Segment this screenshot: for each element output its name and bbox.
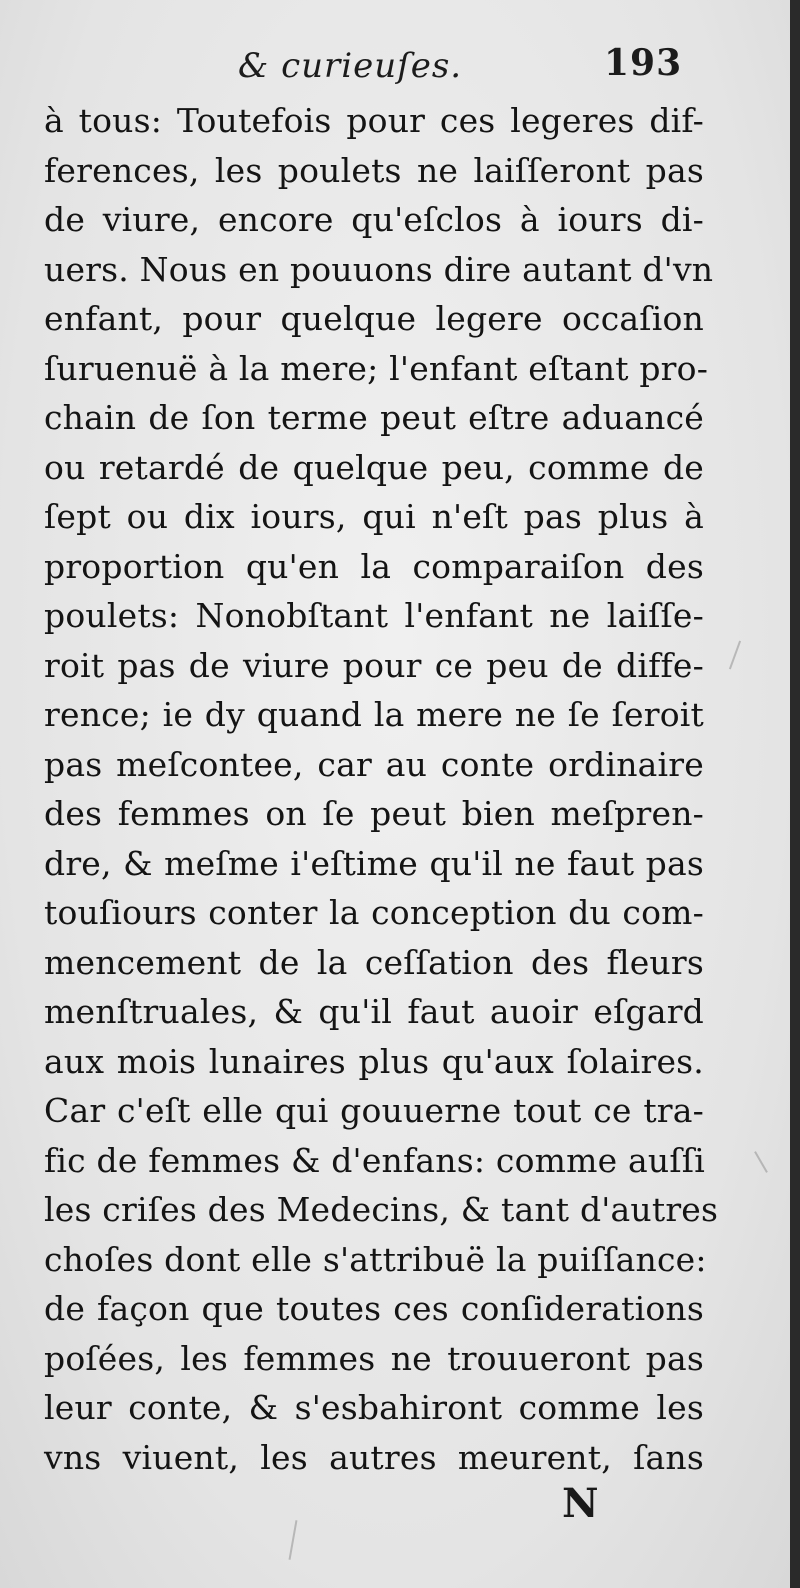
text-line: touſiours conter la conception du com-	[44, 893, 704, 932]
text-line: aux mois lunaires plus qu'aux ſolaires.	[44, 1041, 704, 1081]
text-line: choſes dont elle s'attribuë la puiſſance:	[44, 1239, 707, 1279]
text-line: vns viuent, les autres meurent, ſans	[44, 1437, 704, 1477]
page-number: 193	[604, 42, 683, 84]
margin-scratch	[289, 1520, 298, 1560]
text-line: de façon que toutes ces conſiderations	[44, 1289, 704, 1328]
text-line: à tous: Toutefois pour ces legeres dif-	[44, 101, 704, 140]
text-line: leur conte, & s'esbahiront comme les	[44, 1388, 704, 1427]
body-text	[44, 96, 719, 1482]
running-head: & curieuſes.	[238, 46, 463, 86]
text-line: rence; ie dy quand la mere ne ſe ſeroit	[44, 695, 704, 734]
text-line: menſtruales, & qu'il faut auoir eſgard	[44, 992, 704, 1031]
text-line: mencement de la ceſſation des fleurs	[44, 942, 704, 982]
text-line: ferences, les poulets ne laiſſeront pas	[44, 150, 704, 190]
margin-scratch	[729, 641, 741, 670]
text-line: proportion qu'en la comparaiſon des	[44, 546, 704, 586]
text-line: pas meſcontee, car au conte ordinaire	[44, 744, 704, 784]
text-line: ſept ou dix iours, qui n'eſt pas plus à	[44, 497, 704, 536]
page-header	[0, 40, 790, 100]
margin-scratch	[754, 1151, 768, 1173]
text-line: uers. Nous en pouuons dire autant d'vn	[44, 249, 714, 289]
text-line: de viure, encore qu'eſclos à iours di-	[44, 200, 704, 239]
text-line: dre, & meſme i'eſtime qu'il ne faut pas	[44, 843, 704, 883]
text-line: roit pas de viure pour ce peu de diffe-	[44, 645, 704, 685]
page-edge-shadow	[790, 0, 800, 1588]
text-line: poulets: Nonobſtant l'enfant ne laiſſe-	[44, 596, 704, 635]
text-line: poſées, les femmes ne trouueront pas	[44, 1338, 704, 1378]
text-line: ou retardé de quelque peu, comme de	[44, 447, 704, 487]
text-line: chain de ſon terme peut eſtre aduancé	[44, 398, 704, 437]
text-line: les criſes des Medecins, & tant d'autres	[44, 1190, 719, 1229]
text-line: ſuruenuë à la mere; l'enfant eſtant pro-	[44, 348, 709, 388]
text-line: Car c'eſt elle qui gouuerne tout ce tra-	[44, 1091, 704, 1130]
text-line: fic de femmes & d'enfans: comme auſſi	[44, 1140, 705, 1180]
text-line: enfant, pour quelque legere occaſion	[44, 299, 704, 338]
text-line: des femmes on ſe peut bien meſpren-	[44, 794, 704, 833]
signature-mark: N	[562, 1480, 599, 1527]
